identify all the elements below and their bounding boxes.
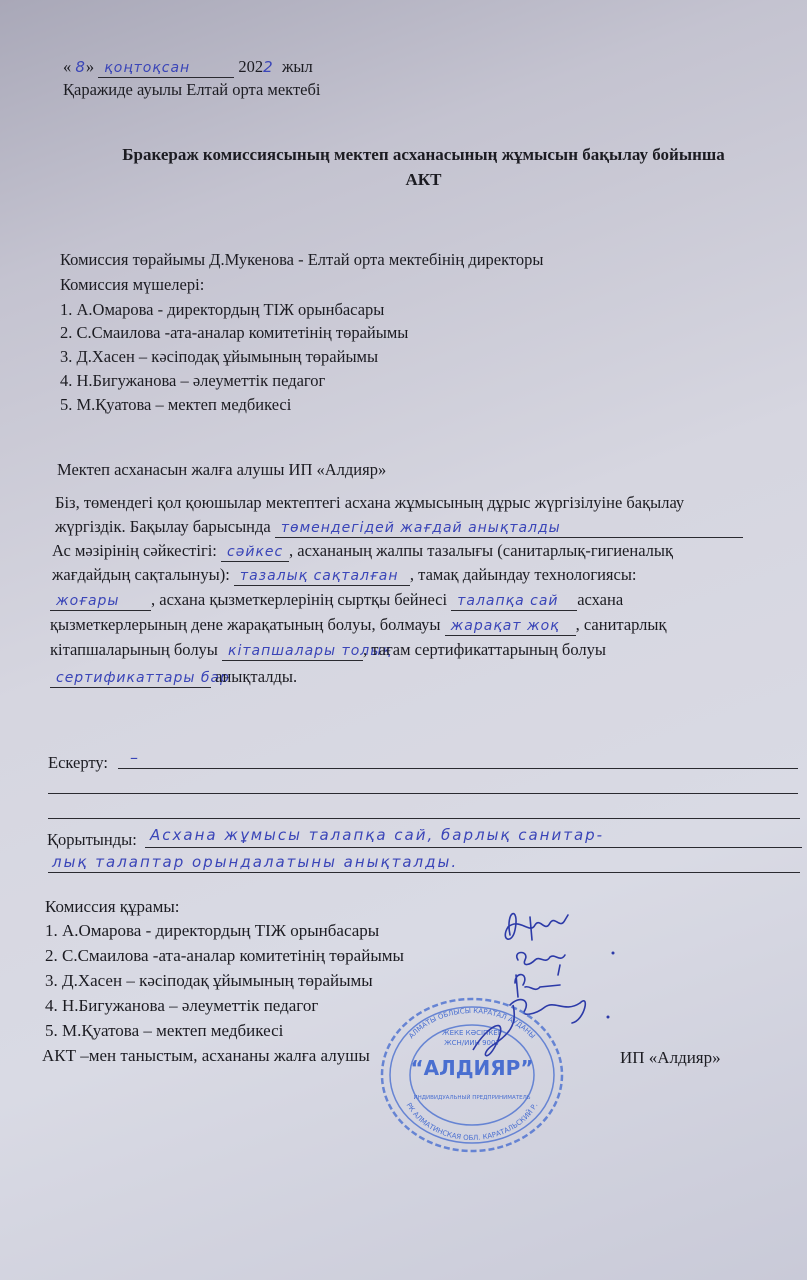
signature-omarova [505,914,568,940]
company-stamp [378,995,566,1155]
tenant-line: Мектеп асханасын жалға алушы ИП «Алдияр» [57,460,387,479]
finding-observation: төмендегідей жағдай анықталды [275,520,743,538]
composition-label: Комиссия құрамы: [45,897,180,916]
document-title-act: АКТ [405,170,442,189]
finding-appearance: талапқа сай [451,593,577,611]
body-line-8 [50,667,297,688]
body-line-3 [52,541,673,562]
tenant-signature-label: ИП «Алдияр» [620,1048,721,1067]
remark-line [48,818,800,819]
date-day: 8 [75,58,86,76]
body-text: қызметкерлерының дене жарақатының болуы, болмауы [50,615,441,634]
body-text: , тамақ дайындау технологиясы: [409,565,637,584]
signature-hasen [515,975,560,997]
commission-member: 4. Н.Бигужанова – әлеуметтік педагог [60,371,326,390]
body-line-1: Біз, төмендегі қол қоюшылар мектептегі асхана жұмысының дұрыс жүргізілуіне бақылау [55,493,685,512]
body-text: , тағам сертификаттарының болуы [363,640,606,659]
date-month: қоңтоқсан [98,60,234,78]
stamp-ring-bottom: РК АЛМАТИНСКАЯ ОБЛ. КАРАТАЛЬСКИЙ Р. [404,1101,540,1143]
finding-cleanliness: тазалық сақталған [234,568,410,586]
body-text: кітапшаларының болуы [50,640,218,659]
acknowledge-line: АКТ –мен таныстым, асхананы жалға алушы [42,1046,370,1065]
year-word: жыл [281,57,313,76]
remark-line [48,793,798,794]
body-line-7 [50,640,606,661]
stamp-inner-bottom: ИНДИВИДУАЛЬНЫЙ ПРЕДПРИНИМАТЕЛЬ [413,1095,531,1101]
stamp-inner-top2: ЖСН/ИИН 9007 [444,1039,500,1047]
finding-menu: сәйкес [221,544,289,562]
commission-member: 2. С.Смаилова -ата-аналар комитетінің төрайымы [60,323,409,342]
body-text: анықталды. [215,667,298,686]
quote-close: » [85,57,95,76]
finding-injuries: жарақат жоқ [445,618,576,636]
commission-member: 3. Д.Хасен – кәсіподақ ұйымының төрайымы [60,347,379,366]
conclusion-line [48,872,800,873]
composition-member: 1. А.Омарова - директордың ТІЖ орынбасары [45,921,380,940]
body-text: жағдайдың сақталынуы): [52,565,230,584]
remark-line [118,768,798,769]
conclusion-text-1: Асхана жұмысы талапқа сай, барлық санитар- [150,826,605,844]
body-text: Ас мәзірінің сәйкестігі: [52,541,217,560]
finding-certificates: сертификаттары бар [50,670,211,688]
commission-member: 1. А.Омарова - директордың ТІЖ орынбасары [60,300,385,319]
remark-value: – [130,748,139,767]
body-text: , санитарлық [575,615,667,634]
body-line-6 [50,615,667,636]
remark-label: Ескерту: [48,753,108,772]
composition-member: 5. М.Қуатова – мектеп медбикесі [45,1021,284,1040]
year-suffix: 2 [263,58,274,76]
body-text: , асхананың жалпы тазалығы (санитарлық-гигиеналық [289,541,674,560]
finding-sanitary-books: кітапшалары толық [222,643,363,661]
body-text: , асхана қызметкерлерінің сыртқы бейнесі [151,590,448,609]
stamp-company-name: “АЛДИЯР” [410,1056,534,1080]
commission-chair: Комиссия төрайымы Д.Мукенова - Елтай орта мектебінің директоры [60,250,544,269]
date-line [63,57,313,78]
quote-open: « [63,57,72,76]
conclusion-line [145,847,802,848]
composition-member: 2. С.Смаилова -ата-аналар комитетінің төрайымы [45,946,404,965]
year-prefix: 202 [238,57,264,76]
conclusion-text-2: лық талаптар орындалатыны анықталды. [52,853,459,871]
composition-member: 3. Д.Хасен – кәсіподақ ұйымының төрайымы [45,971,373,990]
stamp-inner-top: ЖЕКЕ КӘСІПКЕР [442,1029,502,1037]
stamp-ring-top: АЛМАТЫ ОБЛЫСЫ КАРАТАЛ АУДАНЫ [407,1006,537,1041]
conclusion-label: Қорытынды: [47,830,137,849]
body-line-5 [50,590,623,611]
signature-smailova [517,953,565,976]
school-name: Қаражиде ауылы Елтай орта мектебі [63,80,321,99]
commission-member: 5. М.Қуатова – мектеп медбикесі [60,395,292,414]
body-text: жүргіздік. Бақылау барысында [55,517,271,536]
commission-members-label: Комиссия мүшелері: [60,275,205,294]
composition-member: 4. Н.Бигужанова – әлеуметтік педагог [45,996,319,1015]
finding-technology: жоғары [50,593,151,611]
document-title: Бракераж комиссиясының мектеп асханасының жұмысын бақылау бойынша [122,145,725,164]
body-line-2 [55,517,743,538]
body-line-4 [52,565,637,586]
body-text: асхана [577,590,624,609]
